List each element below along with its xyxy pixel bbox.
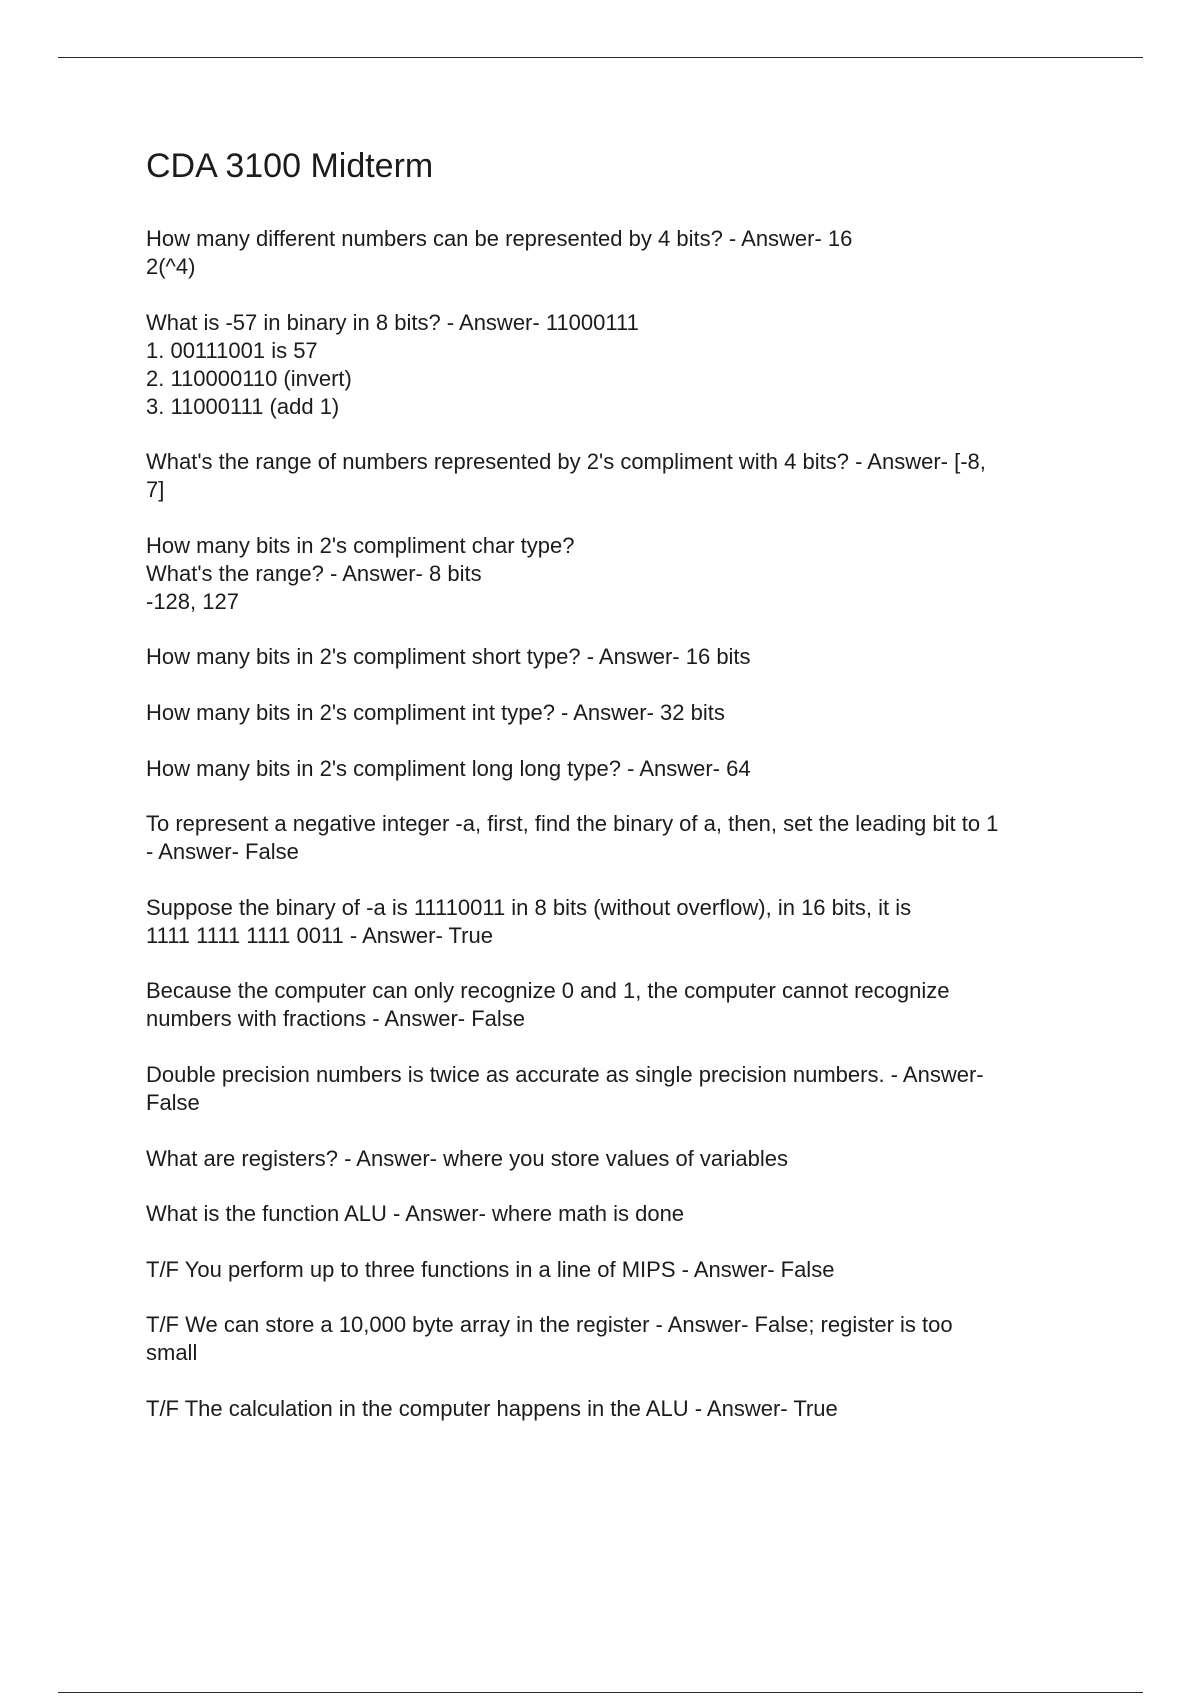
qa-entry: What's the range of numbers represented by 2's compliment with 4 bits? - Answer- [-8, 7] xyxy=(146,449,986,503)
qa-entry: How many different numbers can be represented by 4 bits? - Answer- 16 2(^4) xyxy=(146,226,853,279)
document-body xyxy=(146,140,1086,1451)
qa-entry: T/F You perform up to three functions in a line of MIPS - Answer- False xyxy=(146,1256,835,1282)
qa-entry: How many bits in 2's compliment int type? - Answer- 32 bits xyxy=(146,699,725,725)
qa-entry: To represent a negative integer -a, first, find the binary of a, then, set the leading bit to 1 - Answer- False xyxy=(146,811,999,865)
qa-entry: Suppose the binary of -a is 11110011 in 8 bits (without overflow), in 16 bits, it is 1111 1111 1111 0011 - Answer- True xyxy=(146,894,912,948)
qa-entry: How many bits in 2's compliment short type? - Answer- 16 bits xyxy=(146,644,751,670)
header-rule xyxy=(58,57,1143,58)
qa-entry: T/F We can store a 10,000 byte array in the register - Answer- False; register is too small xyxy=(146,1312,953,1366)
qa-entry: What is the function ALU - Answer- where math is done xyxy=(146,1201,685,1227)
qa-entry: What are registers? - Answer- where you store values of variables xyxy=(146,1145,788,1171)
qa-entry: How many bits in 2's compliment char type? What's the range? - Answer- 8 bits -128, 127 xyxy=(146,532,575,614)
qa-entry: Because the computer can only recognize 0 and 1, the computer cannot recognize numbers with fractions - Answer- False xyxy=(146,978,950,1032)
qa-entry: What is -57 in binary in 8 bits? - Answer- 11000111 1. 00111001 is 57 2. 110000110 (invert) 3. 11000111 (add 1) xyxy=(146,309,639,419)
qa-entry: How many bits in 2's compliment long long type? - Answer- 64 xyxy=(146,755,751,781)
footer-rule xyxy=(58,1692,1143,1693)
page-title: CDA 3100 Midterm xyxy=(146,147,434,185)
qa-entry: Double precision numbers is twice as accurate as single precision numbers. - Answer- False xyxy=(146,1061,984,1115)
qa-entry: T/F The calculation in the computer happens in the ALU - Answer- True xyxy=(146,1395,838,1421)
